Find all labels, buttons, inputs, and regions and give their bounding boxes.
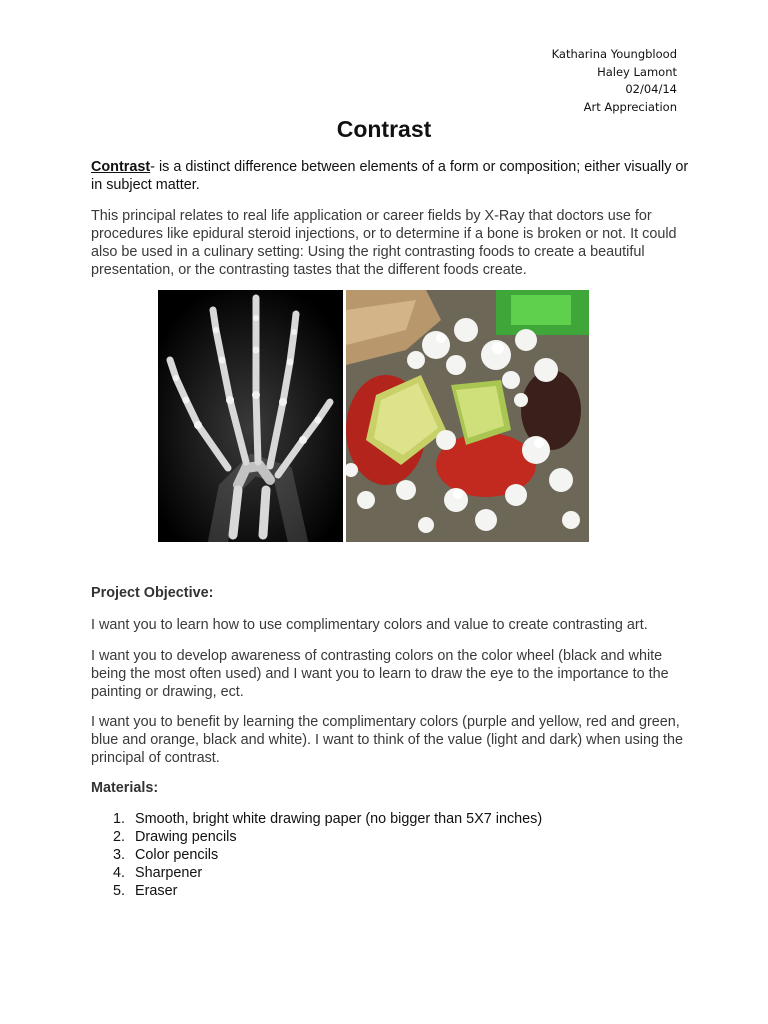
application-paragraph: This principal relates to real life application or career fields by X-Ray that doctors use for procedures like epidural steroid injections, or to determine if a bone is broken or not. It could also be used in a culinary setting: Using the right contrasting foods to create a beautiful presentation, or the contrasting tastes that the different foods create. — [91, 208, 677, 278]
definition-paragraph — [91, 158, 691, 194]
list-item: 4. Sharpener — [113, 865, 203, 881]
project-objective-heading: Project Objective: — [91, 585, 214, 601]
page-title: Contrast — [336, 116, 432, 142]
definition-text: - is a distinct difference between elements of a form or composition; either visually or in subject matter. — [91, 159, 689, 193]
list-item: 1. Smooth, bright white drawing paper (no bigger than 5X7 inches) — [113, 811, 543, 827]
objective-paragraph-3: I want you to benefit by learning the complimentary colors (purple and yellow, red and green, blue and orange, black and white). I want to think of the value (light and dark) when using the principal of contrast. — [91, 714, 683, 766]
xray-hand-image — [158, 290, 343, 542]
list-item: 2. Drawing pencils — [113, 829, 237, 845]
list-item: 5. Eraser — [113, 883, 178, 899]
course-name: Art Appreciation — [583, 99, 677, 114]
header-block — [552, 46, 677, 116]
objective-paragraph-2: I want you to develop awareness of contrasting colors on the color wheel (black and white being the most often used) and I want you to learn to draw the eye to the importance to the painting or drawing, ect. — [91, 648, 669, 700]
greek-salad-image — [346, 290, 589, 542]
author-name-1: Katharina Youngblood — [551, 47, 677, 61]
objective-paragraph-1: I want you to learn how to use complimentary colors and value to create contrasting art. — [91, 617, 648, 633]
materials-list — [113, 810, 542, 900]
date: 02/04/14 — [625, 82, 677, 96]
materials-heading: Materials: — [91, 780, 159, 796]
definition-term: Contrast — [91, 159, 151, 175]
list-item: 3. Color pencils — [113, 847, 219, 863]
contrast-images — [158, 290, 590, 542]
author-name-2: Haley Lamont — [597, 64, 677, 79]
